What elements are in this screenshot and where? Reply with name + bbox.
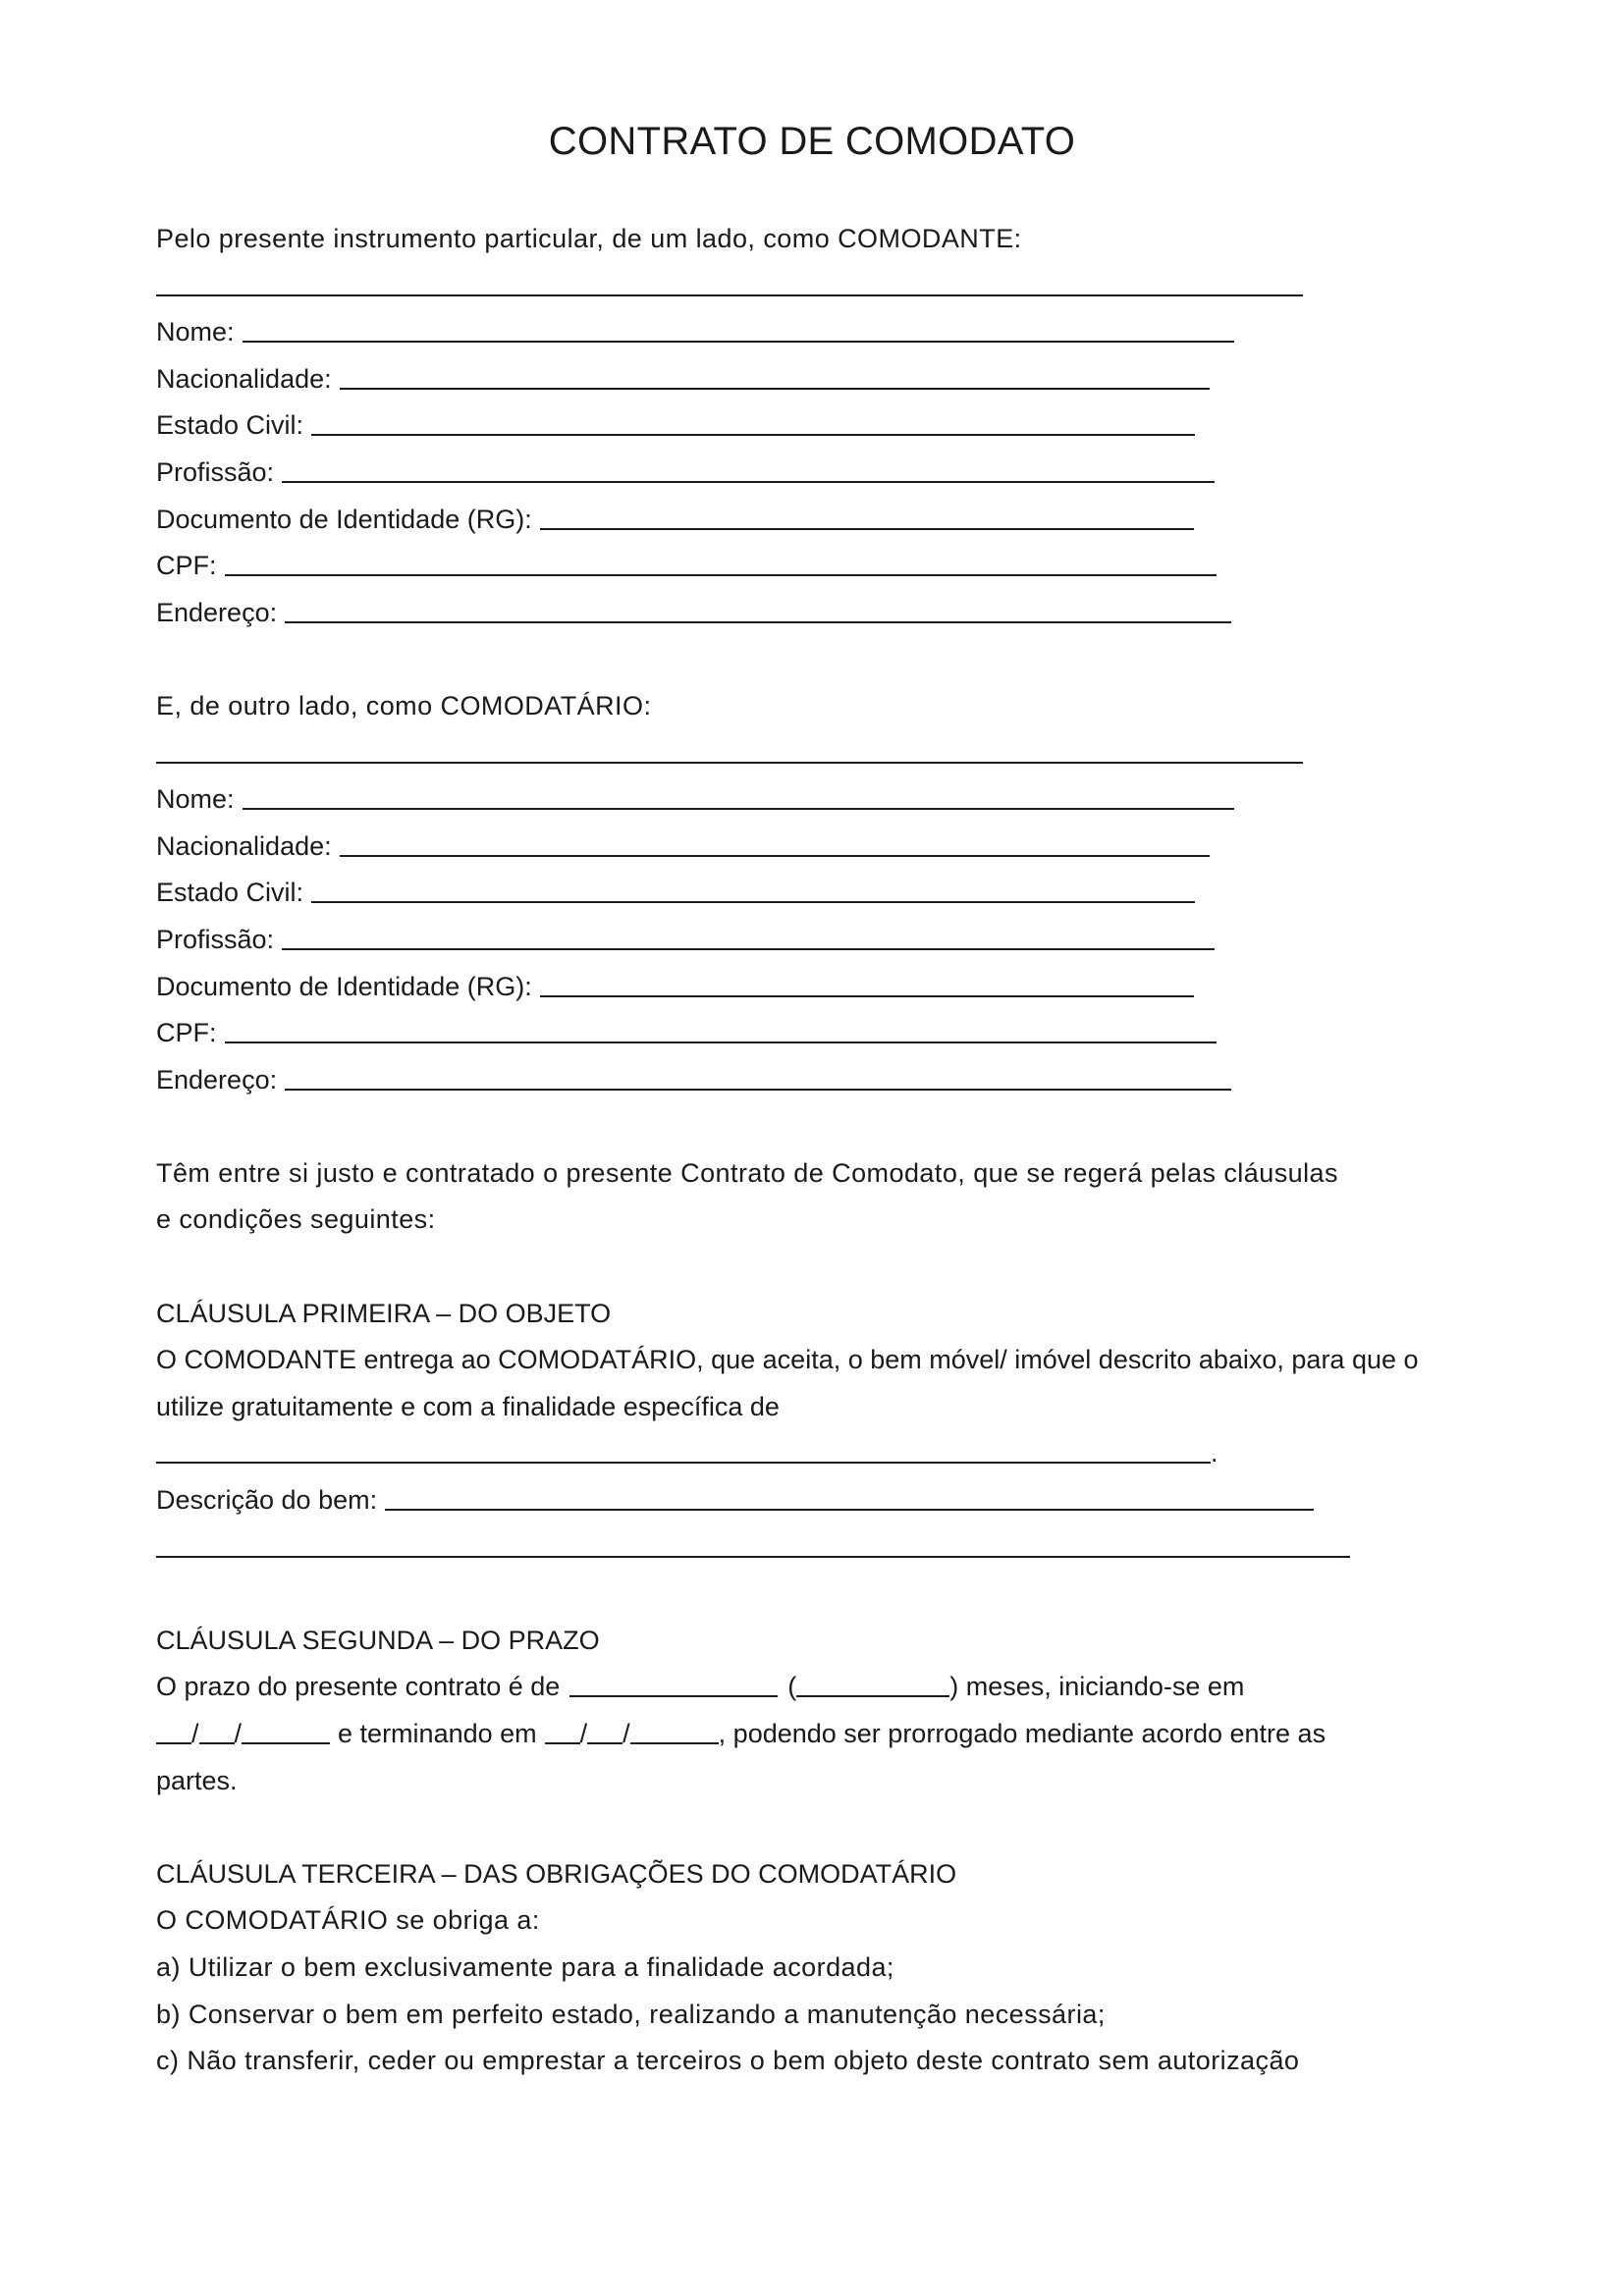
comodante-cpf-row — [156, 543, 1531, 590]
clause1-finalidade-row — [156, 1430, 1531, 1477]
clause1-descricao-field[interactable] — [385, 1479, 1314, 1511]
comodante-nacionalidade-field[interactable] — [340, 358, 1210, 390]
comodante-name-line — [156, 263, 1531, 310]
agreement-text-line-1: Têm entre si justo e contratado o presente Contrato de Comodato, que se regerá pelas cláusulas — [156, 1157, 1338, 1188]
comodatario-endereco-row — [156, 1057, 1531, 1104]
document-title: CONTRATO DE COMODATO — [548, 120, 1076, 163]
comodatario-nome-row — [156, 776, 1531, 824]
comodante-nome-field[interactable] — [243, 311, 1234, 343]
comodante-profissao-label: Profissão: — [156, 456, 275, 487]
date-slash: / — [191, 1719, 199, 1748]
comodatario-nacionalidade-label: Nacionalidade: — [156, 830, 332, 861]
clause2-terminando-text: e terminando em — [338, 1719, 537, 1748]
spacer — [156, 1244, 1531, 1291]
clause1-descricao-continuation-field[interactable] — [156, 1526, 1350, 1558]
comodante-cpf-field[interactable] — [225, 545, 1217, 576]
clause3-item-c: c) Não transferir, ceder ou emprestar a terceiros o bem objeto deste contrato sem autorização — [156, 2046, 1300, 2076]
clause2-prazo-number-field[interactable] — [569, 1666, 778, 1697]
comodatario-rg-label: Documento de Identidade (RG): — [156, 971, 532, 1001]
comodante-rg-field[interactable] — [540, 499, 1194, 530]
clause1-heading: CLÁUSULA PRIMEIRA – DO OBJETO — [156, 1298, 612, 1328]
comodatario-nacionalidade-field[interactable] — [340, 826, 1210, 857]
comodatario-profissao-row — [156, 917, 1531, 964]
comodante-nome-label: Nome: — [156, 317, 235, 347]
end-day-field[interactable] — [545, 1713, 580, 1744]
spacer — [156, 1571, 1531, 1618]
clause2-prazo-text: O prazo do presente contrato é de — [156, 1672, 561, 1702]
comodante-blank-field[interactable] — [156, 265, 1303, 296]
comodante-nome-row — [156, 309, 1531, 356]
clause1-descricao-label: Descrição do bem: — [156, 1485, 378, 1516]
spacer — [156, 1804, 1531, 1851]
clause1-descricao-continuation-row — [156, 1524, 1531, 1572]
clause2-meses-text: ) meses, iniciando-se em — [949, 1672, 1245, 1702]
comodatario-estado-civil-label: Estado Civil: — [156, 878, 304, 908]
comodatario-nome-field[interactable] — [243, 778, 1234, 810]
spacer — [156, 1103, 1531, 1150]
clause2-text-line-1 — [156, 1664, 1531, 1711]
comodante-rg-label: Documento de Identidade (RG): — [156, 504, 532, 534]
date-slash: / — [623, 1719, 630, 1748]
start-year-field[interactable] — [242, 1713, 330, 1744]
comodante-estado-civil-row — [156, 402, 1531, 450]
clause1-text-line-1: O COMODANTE entrega ao COMODATÁRIO, que aceita, o bem móvel/ imóvel descrito abaixo, para que o — [156, 1345, 1419, 1375]
clause1-text-line-2: utilize gratuitamente e com a finalidade específica de — [156, 1391, 780, 1421]
clause2-text-line-2 — [156, 1711, 1531, 1758]
comodante-profissao-row — [156, 450, 1531, 497]
clause2-prorrogado-text: , podendo ser prorrogado mediante acordo entre as — [718, 1719, 1326, 1748]
comodante-endereco-label: Endereço: — [156, 597, 278, 627]
clause1-finalidade-field[interactable] — [156, 1432, 1211, 1464]
comodante-nacionalidade-label: Nacionalidade: — [156, 363, 332, 394]
clause2-prazo-words-field[interactable] — [796, 1666, 949, 1697]
comodatario-name-line — [156, 730, 1531, 777]
comodatario-cpf-label: CPF: — [156, 1018, 217, 1048]
comodatario-cpf-row — [156, 1010, 1531, 1057]
comodante-profissao-field[interactable] — [282, 452, 1215, 483]
clause3-intro: O COMODATÁRIO se obriga a: — [156, 1905, 540, 1936]
clause2-text-line-3: partes. — [156, 1765, 238, 1795]
comodatario-cpf-field[interactable] — [225, 1012, 1217, 1043]
clause2-open-paren: ( — [787, 1672, 797, 1702]
intro-comodante: Pelo presente instrumento particular, de um lado, como COMODANTE: — [156, 224, 1022, 253]
end-month-field[interactable] — [587, 1713, 623, 1744]
agreement-text-line-2: e condições seguintes: — [156, 1204, 436, 1235]
comodante-endereco-row — [156, 590, 1531, 637]
comodatario-estado-civil-row — [156, 870, 1531, 917]
comodatario-profissao-label: Profissão: — [156, 924, 275, 954]
comodatario-estado-civil-field[interactable] — [311, 872, 1195, 903]
comodatario-blank-field[interactable] — [156, 732, 1303, 764]
comodatario-profissao-field[interactable] — [282, 919, 1215, 950]
date-slash: / — [234, 1719, 243, 1748]
comodante-cpf-label: CPF: — [156, 551, 217, 581]
clause3-heading: CLÁUSULA TERCEIRA – DAS OBRIGAÇÕES DO COMODATÁRIO — [156, 1858, 957, 1889]
intro-comodatario: E, de outro lado, como COMODATÁRIO: — [156, 690, 652, 721]
comodante-estado-civil-label: Estado Civil: — [156, 410, 304, 441]
comodatario-endereco-label: Endereço: — [156, 1064, 278, 1095]
comodatario-rg-field[interactable] — [540, 966, 1194, 997]
comodatario-endereco-field[interactable] — [285, 1059, 1231, 1091]
comodatario-rg-row — [156, 964, 1531, 1011]
end-year-field[interactable] — [630, 1713, 719, 1744]
comodante-nacionalidade-row — [156, 356, 1531, 403]
start-month-field[interactable] — [199, 1713, 235, 1744]
spacer — [156, 636, 1531, 683]
document-body — [156, 216, 1531, 2085]
comodante-estado-civil-field[interactable] — [311, 404, 1195, 436]
comodatario-nacionalidade-row — [156, 824, 1531, 871]
comodatario-nome-label: Nome: — [156, 784, 235, 815]
comodante-endereco-field[interactable] — [285, 592, 1231, 623]
start-day-field[interactable] — [156, 1713, 191, 1744]
clause3-item-a: a) Utilizar o bem exclusivamente para a finalidade acordada; — [156, 1951, 894, 1982]
clause3-item-b: b) Conservar o bem em perfeito estado, realizando a manutenção necessária; — [156, 1999, 1106, 2029]
clause2-heading: CLÁUSULA SEGUNDA – DO PRAZO — [156, 1625, 600, 1655]
clause1-period: . — [1211, 1438, 1218, 1468]
clause1-descricao-row — [156, 1477, 1531, 1524]
date-slash: / — [579, 1719, 588, 1748]
comodante-rg-row — [156, 497, 1531, 544]
